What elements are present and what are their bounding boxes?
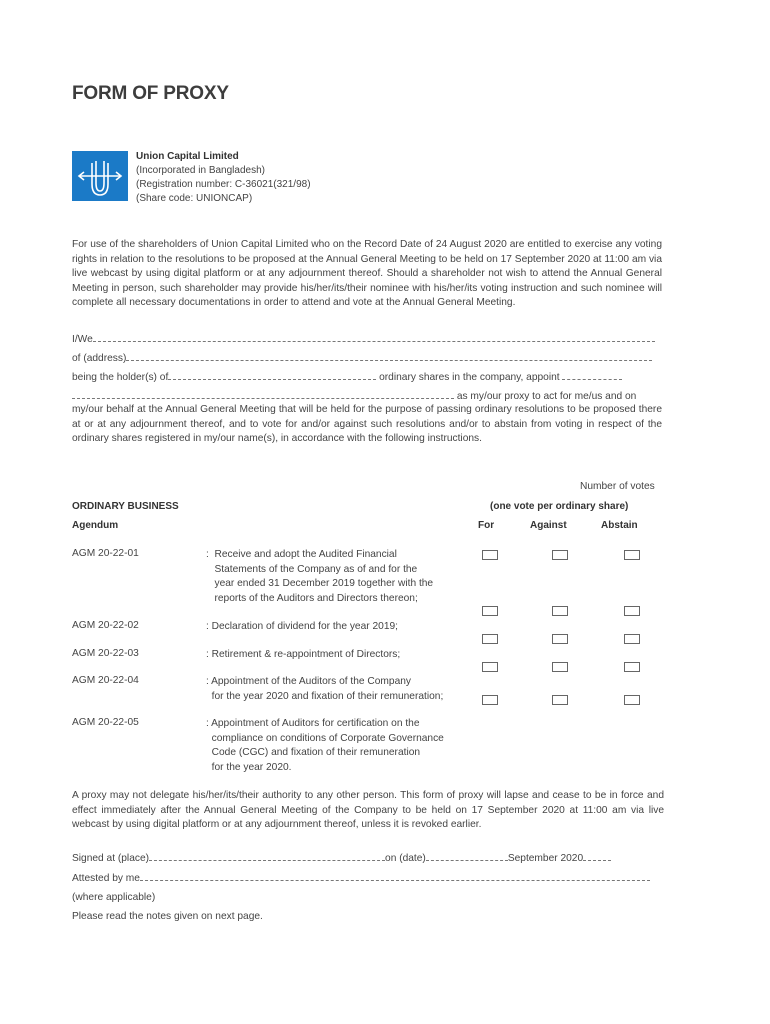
company-share-code: (Share code: UNIONCAP) [136, 193, 253, 204]
checkbox-abstain-row-2[interactable] [624, 606, 640, 616]
checkbox-abstain-row-1[interactable] [624, 550, 640, 560]
agenda-text-03: : Retirement & re-appointment of Directors; [206, 649, 401, 660]
signed-place-field[interactable] [149, 851, 385, 861]
agenda-code-05: AGM 20-22-05 [72, 717, 139, 728]
intro-paragraph: For use of the shareholders of Union Capital Limited who on the Record Date of 24 August 2020 are entitled to exercise any voting rights in relation to the resolutions to be proposed at the Annual General Meeting to be held on 17 September 2020 at 11:00 am via live webcast by using digital platform or at any adjournment thereof. Should a shareholder not wish to attend the Annual General Meeting in person, such shareholder may provide his/her/its/their nominee with his/her/its voting instruction and such nominee will complete all necessary documentations in order to attend and vote at the Annual General Meeting. [72, 239, 662, 309]
agenda-05-line-2: compliance on conditions of Corporate Governance [206, 732, 444, 744]
iwe-label: I/We [72, 334, 93, 345]
checkbox-against-row-4[interactable] [552, 662, 568, 672]
signed-place-label: Signed at (place) [72, 853, 150, 864]
number-of-votes-label: Number of votes [580, 481, 655, 492]
checkbox-for-row-3[interactable] [482, 634, 498, 644]
signed-month-label: September 2020 [507, 853, 584, 864]
delegation-paragraph: A proxy may not delegate his/her/its/their authority to any other person. This form of proxy will lapse and cease to be in force and effect immediately after the Annual General Meeting of the Company to be held on 17 September 2020 at 11:00 am via live webcast by using digital platform or at any adjournment thereof, unless it is revoked earlier. [72, 790, 664, 831]
attested-field[interactable] [140, 871, 650, 881]
agenda-text-04 [206, 675, 443, 704]
signed-date-label: on (date) [385, 853, 426, 864]
checkbox-abstain-row-5[interactable] [624, 695, 640, 705]
agenda-01-line-2: Statements of the Company as of and for the [206, 563, 418, 575]
company-registration: (Registration number: C-36021(321/98) [136, 179, 311, 190]
checkbox-for-row-1[interactable] [482, 550, 498, 560]
attested-label: Attested by me [72, 873, 140, 884]
agenda-code-02: AGM 20-22-02 [72, 620, 139, 631]
company-logo [72, 151, 128, 201]
address-label: of (address) [72, 353, 127, 364]
agenda-05-line-4: for the year 2020. [206, 761, 292, 773]
company-name: Union Capital Limited [136, 151, 239, 162]
agenda-01-line-3: year ended 31 December 2019 together with the [206, 578, 434, 590]
holder-line [72, 370, 622, 385]
shares-count-field[interactable] [168, 370, 376, 380]
holder-label: being the holder(s) of [72, 372, 169, 383]
agenda-05-line-3: Code (CGC) and fixation of their remuneration [206, 747, 421, 759]
appoint-field[interactable] [562, 370, 622, 380]
agenda-code-03: AGM 20-22-03 [72, 648, 139, 659]
checkbox-for-row-4[interactable] [482, 662, 498, 672]
proxy-line [72, 389, 636, 404]
agenda-04-line-2: for the year 2020 and fixation of their remuneration; [206, 690, 444, 702]
agendum-header: Agendum [72, 520, 119, 531]
company-incorporation: (Incorporated in Bangladesh) [136, 165, 265, 176]
checkbox-against-row-5[interactable] [552, 695, 568, 705]
checkbox-against-row-2[interactable] [552, 606, 568, 616]
attested-line [72, 871, 650, 886]
iwe-line [72, 332, 655, 347]
page-title: FORM OF PROXY [72, 83, 229, 104]
checkbox-for-row-2[interactable] [482, 606, 498, 616]
address-line [72, 351, 652, 366]
signed-date-field[interactable] [426, 851, 508, 861]
agenda-text-01 [206, 548, 433, 606]
checkbox-against-row-1[interactable] [552, 550, 568, 560]
iwe-field[interactable] [93, 332, 655, 342]
union-capital-logo-icon [72, 151, 128, 201]
agenda-text-02: : Declaration of dividend for the year 2019; [206, 621, 398, 632]
for-header: For [478, 520, 495, 531]
agenda-code-01: AGM 20-22-01 [72, 548, 139, 559]
against-header: Against [530, 520, 567, 531]
checkbox-for-row-5[interactable] [482, 695, 498, 705]
checkbox-against-row-3[interactable] [552, 634, 568, 644]
signed-line [72, 851, 611, 866]
agenda-text-05 [206, 717, 444, 775]
proxy-name-field[interactable] [72, 389, 454, 399]
instruction-paragraph: my/our behalf at the Annual General Meeting that will be held for the purpose of passing ordinary resolutions to be proposed there at or at any adjournment thereof, and to vote for and/or against such resolutions and/or to abstain from voting in respect of the ordinary shares registered in my/our name(s), in accordance with the following instructions. [72, 404, 662, 445]
agenda-05-line-1: : Appointment of Auditors for certification on the [206, 718, 420, 729]
agenda-01-line-1: : Receive and adopt the Audited Financial [206, 549, 397, 560]
agenda-code-04: AGM 20-22-04 [72, 675, 139, 686]
ordinary-business-heading: ORDINARY BUSINESS [72, 501, 179, 512]
checkbox-abstain-row-3[interactable] [624, 634, 640, 644]
address-field[interactable] [126, 351, 652, 361]
signed-day-field[interactable] [583, 851, 611, 861]
abstain-header: Abstain [601, 520, 638, 531]
where-applicable-label: (where applicable) [72, 892, 156, 903]
agenda-04-line-1: : Appointment of the Auditors of the Company [206, 676, 412, 687]
checkbox-abstain-row-4[interactable] [624, 662, 640, 672]
one-vote-label: (one vote per ordinary share) [490, 501, 629, 512]
notes-label: Please read the notes given on next page. [72, 911, 263, 922]
agenda-01-line-4: reports of the Auditors and Directors thereon; [206, 592, 418, 604]
proxy-label: as my/our proxy to act for me/us and on [456, 391, 637, 402]
ordinary-shares-label: ordinary shares in the company, appoint [379, 372, 560, 383]
